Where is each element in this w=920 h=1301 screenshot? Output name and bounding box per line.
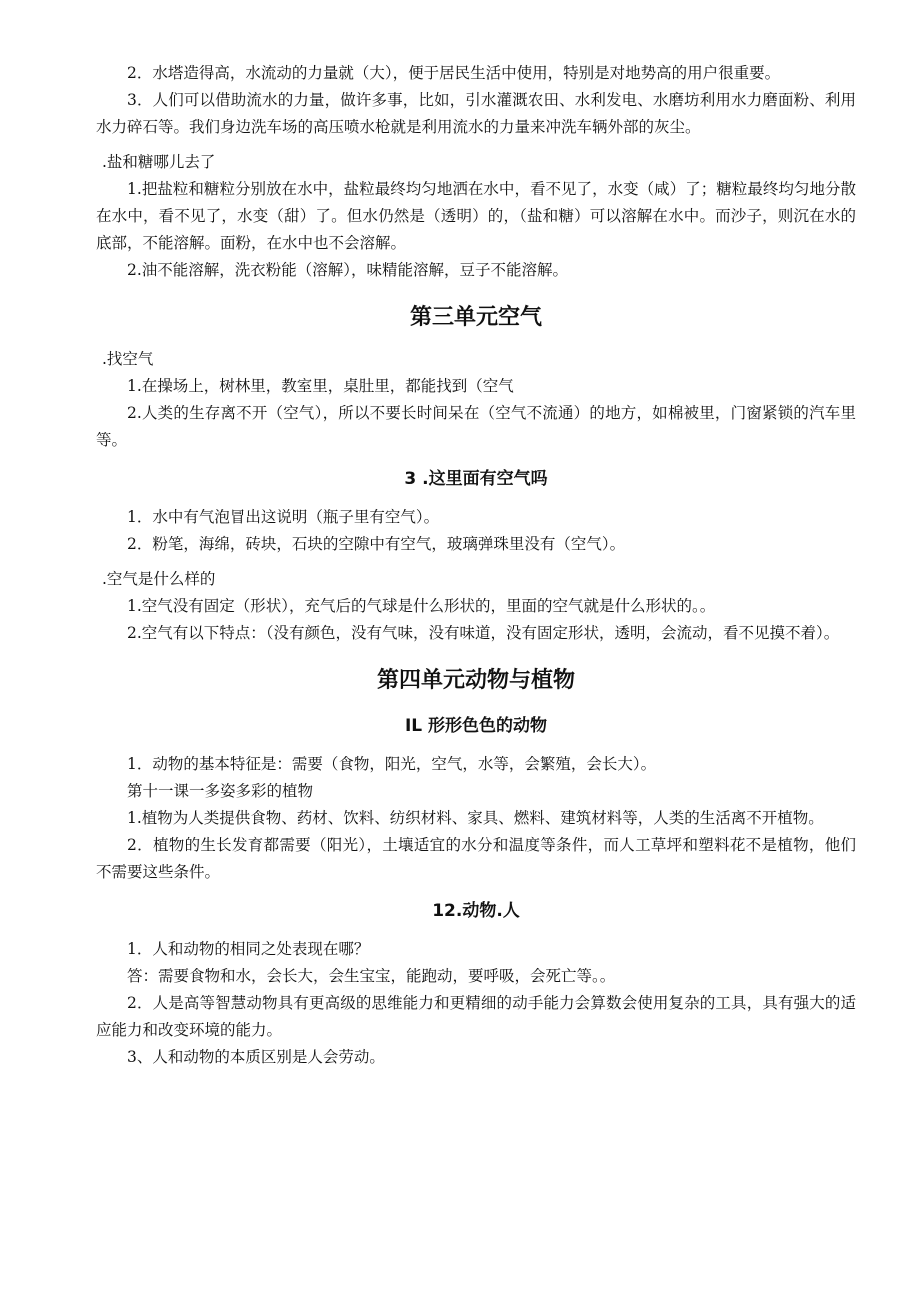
- paragraph: 2.人类的生存离不开（空气），所以不要长时间呆在（空气不流通）的地方，如棉被里，门窗紧锁的汽车里等。: [96, 404, 856, 449]
- section-heading: .盐和糖哪儿去了: [102, 153, 216, 171]
- paragraph: 3、人和动物的本质区别是人会劳动。: [127, 1048, 385, 1066]
- section-heading: .找空气: [102, 350, 154, 368]
- paragraph: 1.在操场上，树林里，教室里，桌肚里，都能找到（空气: [127, 377, 514, 395]
- unit-title: 第三单元空气: [409, 305, 542, 330]
- paragraph: 2.油不能溶解，洗衣粉能（溶解），味精能溶解，豆子不能溶解。: [127, 261, 569, 279]
- lesson-title: 12.动物.人: [432, 901, 520, 921]
- lesson-title: IL 形形色色的动物: [404, 716, 548, 736]
- paragraph: 1．人和动物的相同之处表现在哪？: [127, 940, 370, 958]
- paragraph: 3．人们可以借助流水的力量，做许多事，比如，引水灌溉农田、水利发电、水磨坊利用水力磨面粉、利用水力碎石等。我们身边洗车场的高压喷水枪就是利用流水的力量来冲洗车辆外部的灰尘。: [96, 91, 856, 136]
- paragraph: 2．粉笔，海绵，砖块，石块的空隙中有空气，玻璃弹珠里没有（空气）。: [127, 535, 626, 553]
- lesson-title: 3 .这里面有空气吗: [404, 469, 548, 489]
- paragraph: 1.植物为人类提供食物、药材、饮料、纺织材料、家具、燃料、建筑材料等，人类的生活离不开植物。: [127, 809, 824, 827]
- paragraph: 第十一课一多姿多彩的植物: [127, 782, 314, 800]
- paragraph: 2．水塔造得高，水流动的力量就（大），便于居民生活中使用，特别是对地势高的用户很重要。: [127, 64, 781, 82]
- paragraph: 2．人是高等智慧动物具有更高级的思维能力和更精细的动手能力会算数会使用复杂的工具，具有强大的适应能力和改变环境的能力。: [96, 994, 856, 1039]
- paragraph: 1．动物的基本特征是：需要（食物，阳光，空气，水等，会繁殖，会长大）。: [127, 755, 657, 773]
- paragraph: 1.空气没有固定（形状），充气后的气球是什么形状的，里面的空气就是什么形状的。。: [127, 597, 716, 615]
- paragraph: 1.把盐粒和糖粒分别放在水中，盐粒最终均匀地洒在水中，看不见了，水变（咸）了；糖粒最终均匀地分散在水中，看不见了，水变（甜）了。但水仍然是（透明）的，（盐和糖）可以溶解在水中。而沙子，则沉在水的底部，不能溶解。面粉，在水中也不会溶解。: [96, 180, 856, 252]
- paragraph: 1．水中有气泡冒出这说明（瓶子里有空气）。: [127, 508, 440, 526]
- section-heading: .空气是什么样的: [102, 570, 216, 588]
- paragraph: 答：需要食物和水，会长大，会生宝宝，能跑动，要呼吸，会死亡等。。: [127, 967, 616, 985]
- document-page: [96, 60, 856, 1071]
- paragraph: 2.空气有以下特点：（没有颜色，没有气味，没有味道，没有固定形状，透明，会流动，看不见摸不着）。: [127, 624, 840, 642]
- paragraph: 2．植物的生长发育都需要（阳光），土壤适宜的水分和温度等条件，而人工草坪和塑料花不是植物，他们不需要这些条件。: [96, 836, 856, 881]
- unit-title: 第四单元动物与植物: [376, 668, 575, 693]
